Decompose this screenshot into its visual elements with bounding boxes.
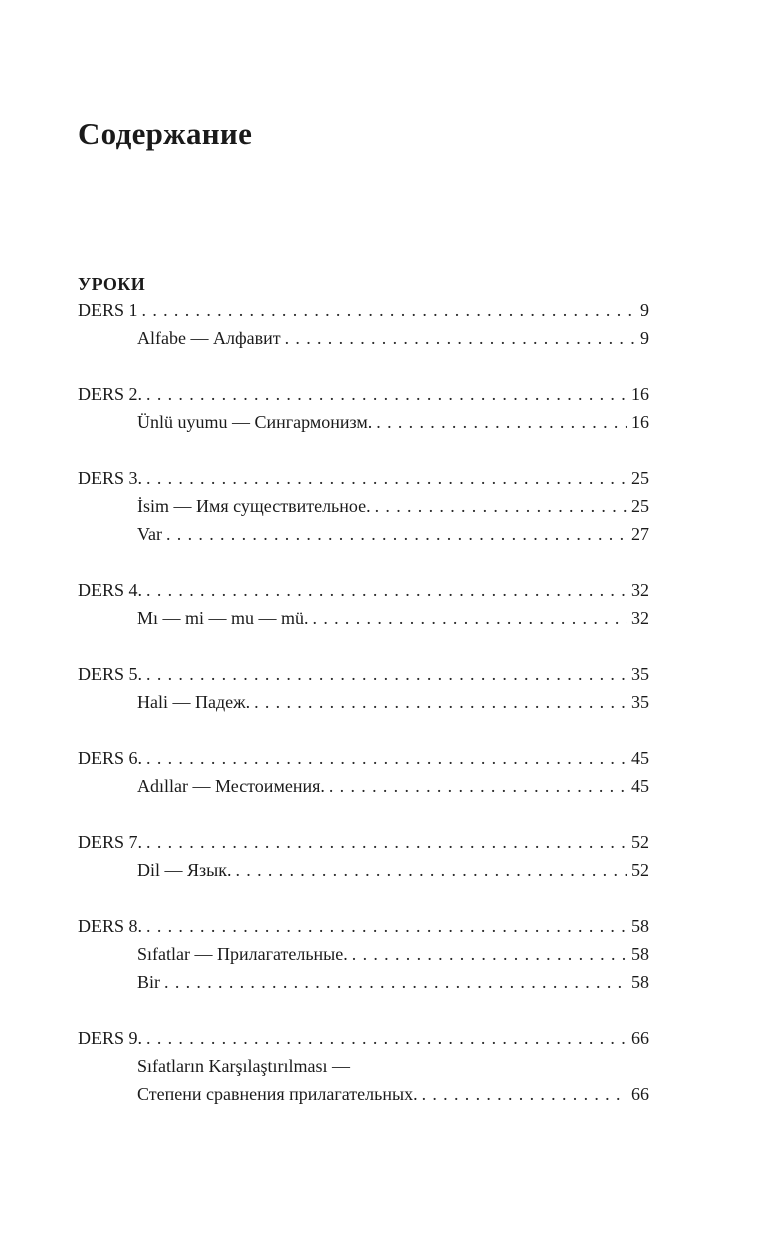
toc-entry-page: 27 — [627, 520, 649, 548]
toc-entry-label: Hali — Падеж. — [137, 688, 254, 716]
dot-leader — [146, 576, 627, 604]
dot-leader — [164, 968, 627, 996]
toc-entry-page: 32 — [627, 604, 649, 632]
toc-entry-label: Sıfatlar — Прилагательные. — [137, 940, 352, 968]
toc-entry-label: DERS 6. — [78, 744, 146, 772]
toc-entry-page: 35 — [627, 660, 649, 688]
toc-entry-label: DERS 8. — [78, 912, 146, 940]
toc-subentry-mi[interactable] — [78, 604, 649, 632]
toc-entry-label: DERS 3. — [78, 464, 146, 492]
toc-entry-lesson-1[interactable] — [78, 296, 649, 324]
toc-entry-page: 25 — [627, 464, 649, 492]
dot-leader — [146, 464, 627, 492]
dot-leader — [146, 380, 627, 408]
toc-subentry-alfabe[interactable] — [78, 324, 649, 352]
toc-subentry-bir[interactable] — [78, 968, 649, 996]
toc-entry-lesson-6[interactable] — [78, 744, 649, 772]
toc-entry-lesson-8[interactable] — [78, 912, 649, 940]
dot-leader — [146, 660, 627, 688]
toc-entry-label: Dil — Язык. — [137, 856, 235, 884]
dot-leader — [235, 856, 627, 884]
dot-leader — [142, 296, 636, 324]
dot-leader — [146, 912, 627, 940]
dot-leader — [376, 408, 627, 436]
toc-entry-label: Var — [137, 520, 166, 548]
toc-entry-page: 52 — [627, 828, 649, 856]
toc-entry-lesson-7[interactable] — [78, 828, 649, 856]
toc-entry-lesson-2[interactable] — [78, 380, 649, 408]
toc-entry-label: Bir — [137, 968, 164, 996]
toc-entry-page: 9 — [636, 296, 649, 324]
toc-entry-label: DERS 4. — [78, 576, 146, 604]
dot-leader — [166, 520, 627, 548]
toc-entry-page: 9 — [636, 324, 649, 352]
toc-subentry-adillar[interactable] — [78, 772, 649, 800]
dot-leader — [329, 772, 627, 800]
toc-entry-label: Sıfatların Karşılaştırılması — — [137, 1052, 350, 1080]
toc-entry-page: 66 — [627, 1080, 649, 1108]
toc-entry-page: 58 — [627, 940, 649, 968]
toc-entry-lesson-5[interactable] — [78, 660, 649, 688]
toc-subentry-isim[interactable] — [78, 492, 649, 520]
toc-entry-page: 66 — [627, 1024, 649, 1052]
toc-entry-page: 32 — [627, 576, 649, 604]
dot-leader — [254, 688, 627, 716]
dot-leader — [146, 744, 627, 772]
toc-entry-page: 25 — [627, 492, 649, 520]
dot-leader — [352, 940, 627, 968]
dot-leader — [422, 1080, 627, 1108]
toc-entry-page: 16 — [627, 380, 649, 408]
table-of-contents — [78, 296, 649, 1108]
toc-entry-label: DERS 5. — [78, 660, 146, 688]
dot-leader — [146, 828, 627, 856]
dot-leader — [285, 324, 636, 352]
page-title: Содержание — [78, 116, 253, 151]
dot-leader — [313, 604, 627, 632]
toc-subentry-hali[interactable] — [78, 688, 649, 716]
toc-subentry-unlu-uyumu[interactable] — [78, 408, 649, 436]
toc-subentry-var[interactable] — [78, 520, 649, 548]
toc-subentry-sifatlarin-karsilastirilmasi[interactable] — [78, 1052, 649, 1080]
toc-entry-page: 58 — [627, 968, 649, 996]
toc-entry-label: DERS 7. — [78, 828, 146, 856]
toc-entry-label: Степени сравнения прилагательных. — [137, 1080, 422, 1108]
toc-subentry-dil[interactable] — [78, 856, 649, 884]
toc-entry-label: Ünlü uyumu — Сингармонизм. — [137, 408, 376, 436]
toc-entry-page: 58 — [627, 912, 649, 940]
toc-entry-label: Mı — mi — mu — mü. — [137, 604, 313, 632]
toc-entry-page: 45 — [627, 744, 649, 772]
toc-entry-label: İsim — Имя существительное. — [137, 492, 375, 520]
toc-entry-page: 35 — [627, 688, 649, 716]
toc-entry-page: 45 — [627, 772, 649, 800]
toc-subentry-stepeni-sravneniya[interactable] — [78, 1080, 649, 1108]
toc-entry-label: Alfabe — Алфавит — [137, 324, 285, 352]
dot-leader — [146, 1024, 627, 1052]
toc-entry-page: 16 — [627, 408, 649, 436]
toc-entry-lesson-3[interactable] — [78, 464, 649, 492]
toc-entry-label: DERS 2. — [78, 380, 146, 408]
toc-entry-label: Adıllar — Местоимения. — [137, 772, 329, 800]
toc-entry-label: DERS 1 — [78, 296, 142, 324]
section-heading-lessons: УРОКИ — [78, 274, 146, 294]
dot-leader — [375, 492, 627, 520]
toc-entry-page: 52 — [627, 856, 649, 884]
toc-entry-lesson-4[interactable] — [78, 576, 649, 604]
toc-entry-lesson-9[interactable] — [78, 1024, 649, 1052]
toc-entry-label: DERS 9. — [78, 1024, 146, 1052]
toc-subentry-sifatlar[interactable] — [78, 940, 649, 968]
